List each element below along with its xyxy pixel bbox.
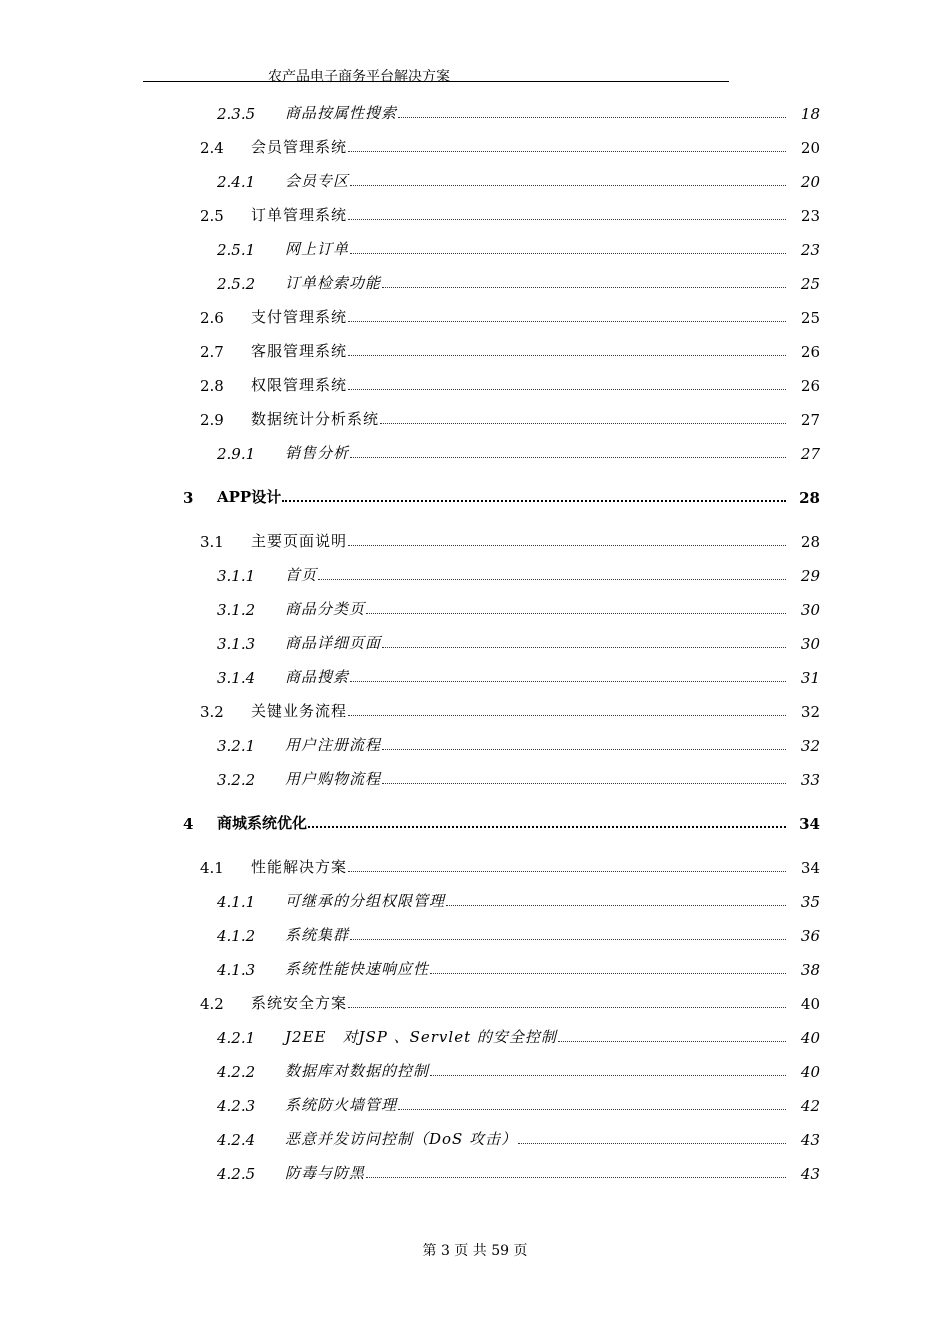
toc-entry-number: 3.1.3 bbox=[217, 635, 256, 653]
toc-dot-leader bbox=[348, 1007, 786, 1008]
toc-dot-leader bbox=[398, 117, 786, 118]
toc-entry-title: 会员管理系统 bbox=[251, 138, 348, 156]
toc-entry-page-number: 43 bbox=[800, 1165, 820, 1183]
toc-entry-4-1-2[interactable] bbox=[0, 921, 950, 945]
toc-dot-leader bbox=[318, 579, 786, 580]
toc-entry-3-2-2[interactable] bbox=[0, 765, 950, 789]
toc-entry-2-9-1[interactable] bbox=[0, 439, 950, 463]
toc-entry-number: 3.1.4 bbox=[217, 669, 256, 687]
toc-entry-page-number: 38 bbox=[800, 961, 820, 979]
toc-entry-title: 用户购物流程 bbox=[285, 770, 382, 788]
toc-dot-leader bbox=[350, 457, 786, 458]
toc-entry-number: 4.1.3 bbox=[217, 961, 256, 979]
toc-entry-page-number: 23 bbox=[800, 241, 820, 259]
toc-entry-title: 商城系统优化 bbox=[217, 814, 308, 832]
toc-entry-3[interactable] bbox=[0, 483, 950, 507]
toc-entry-4-1-1[interactable] bbox=[0, 887, 950, 911]
toc-entry-title: 系统安全方案 bbox=[251, 994, 348, 1012]
toc-entry-page-number: 30 bbox=[800, 635, 820, 653]
toc-entry-page-number: 29 bbox=[800, 567, 820, 585]
toc-entry-number: 2.6 bbox=[200, 309, 224, 327]
toc-entry-number: 3.2.2 bbox=[217, 771, 256, 789]
header-title: 农产品电子商务平台解决方案 bbox=[268, 69, 450, 85]
toc-entry-number: 4.2 bbox=[200, 995, 224, 1013]
toc-entry-page-number: 26 bbox=[800, 343, 820, 361]
toc-entry-number: 3.1.1 bbox=[217, 567, 256, 585]
toc-entry-number: 3 bbox=[183, 489, 194, 507]
toc-entry-number: 4.1.1 bbox=[217, 893, 256, 911]
toc-entry-page-number: 40 bbox=[800, 1029, 820, 1047]
toc-entry-number: 3.2 bbox=[200, 703, 224, 721]
toc-dot-leader bbox=[350, 253, 786, 254]
toc-dot-leader bbox=[308, 826, 786, 828]
toc-entry-title: 订单管理系统 bbox=[251, 206, 348, 224]
toc-dot-leader bbox=[348, 389, 786, 390]
toc-entry-2-4-1[interactable] bbox=[0, 167, 950, 191]
toc-dot-leader bbox=[348, 871, 786, 872]
toc-entry-page-number: 42 bbox=[800, 1097, 820, 1115]
toc-entry-page-number: 40 bbox=[800, 995, 820, 1013]
toc-entry-4[interactable] bbox=[0, 809, 950, 833]
toc-entry-title: 客服管理系统 bbox=[251, 342, 348, 360]
toc-entry-number: 2.7 bbox=[200, 343, 224, 361]
toc-entry-number: 2.3.5 bbox=[217, 105, 256, 123]
toc-entry-page-number: 20 bbox=[800, 173, 820, 191]
toc-entry-title: 系统集群 bbox=[285, 926, 350, 944]
toc-entry-number: 2.5 bbox=[200, 207, 224, 225]
toc-dot-leader bbox=[350, 185, 786, 186]
toc-entry-page-number: 40 bbox=[800, 1063, 820, 1081]
toc-entry-4-2-1[interactable] bbox=[0, 1023, 950, 1047]
toc-entry-number: 2.5.2 bbox=[217, 275, 256, 293]
toc-entry-page-number: 25 bbox=[800, 275, 820, 293]
toc-entry-number: 3.1.2 bbox=[217, 601, 256, 619]
toc-entry-4-2-4[interactable] bbox=[0, 1125, 950, 1149]
toc-dot-leader bbox=[430, 1075, 786, 1076]
toc-entry-number: 4.2.4 bbox=[217, 1131, 256, 1149]
toc-entry-3-1[interactable] bbox=[0, 527, 950, 551]
toc-dot-leader bbox=[350, 681, 786, 682]
toc-entry-page-number: 25 bbox=[800, 309, 820, 327]
toc-entry-page-number: 31 bbox=[800, 669, 820, 687]
toc-entry-3-2-1[interactable] bbox=[0, 731, 950, 755]
toc-entry-page-number: 34 bbox=[799, 815, 820, 833]
toc-entry-number: 4.2.1 bbox=[217, 1029, 256, 1047]
toc-dot-leader bbox=[348, 151, 786, 152]
toc-entry-title: 可继承的分组权限管理 bbox=[285, 892, 446, 910]
toc-entry-page-number: 32 bbox=[800, 703, 820, 721]
toc-entry-title: 商品按属性搜索 bbox=[285, 104, 398, 122]
toc-entry-title: 数据库对数据的控制 bbox=[285, 1062, 430, 1080]
toc-entry-title: 防毒与防黑 bbox=[285, 1164, 366, 1182]
toc-entry-number: 2.5.1 bbox=[217, 241, 256, 259]
toc-entry-title: 商品搜索 bbox=[285, 668, 350, 686]
toc-entry-3-1-3[interactable] bbox=[0, 629, 950, 653]
toc-entry-4-2-3[interactable] bbox=[0, 1091, 950, 1115]
toc-entry-number: 2.4.1 bbox=[217, 173, 256, 191]
toc-entry-page-number: 34 bbox=[800, 859, 820, 877]
toc-entry-number: 2.9 bbox=[200, 411, 224, 429]
toc-entry-2-4[interactable] bbox=[0, 133, 950, 157]
toc-dot-leader bbox=[558, 1041, 786, 1042]
toc-entry-title: 主要页面说明 bbox=[251, 532, 348, 550]
toc-dot-leader bbox=[382, 647, 786, 648]
toc-entry-3-1-2[interactable] bbox=[0, 595, 950, 619]
toc-dot-leader bbox=[366, 1177, 786, 1178]
toc-entry-title: 恶意并发访问控制（DoS 攻击） bbox=[285, 1130, 518, 1148]
toc-entry-number: 2.4 bbox=[200, 139, 224, 157]
toc-entry-page-number: 18 bbox=[800, 105, 820, 123]
toc-entry-page-number: 35 bbox=[800, 893, 820, 911]
toc-entry-title: 支付管理系统 bbox=[251, 308, 348, 326]
toc-entry-page-number: 30 bbox=[800, 601, 820, 619]
toc-entry-3-2[interactable] bbox=[0, 697, 950, 721]
toc-entry-page-number: 28 bbox=[800, 533, 820, 551]
toc-entry-page-number: 23 bbox=[800, 207, 820, 225]
toc-dot-leader bbox=[348, 321, 786, 322]
toc-entry-number: 2.9.1 bbox=[217, 445, 256, 463]
toc-entry-2-8[interactable] bbox=[0, 371, 950, 395]
toc-entry-title: 会员专区 bbox=[285, 172, 350, 190]
toc-entry-4-1[interactable] bbox=[0, 853, 950, 877]
toc-entry-2-5-2[interactable] bbox=[0, 269, 950, 293]
toc-entry-4-2[interactable] bbox=[0, 989, 950, 1013]
toc-entry-title: 销售分析 bbox=[285, 444, 350, 462]
toc-entry-number: 4.2.3 bbox=[217, 1097, 256, 1115]
toc-dot-leader bbox=[348, 715, 786, 716]
toc-dot-leader bbox=[382, 287, 786, 288]
toc-entry-title: 关键业务流程 bbox=[251, 702, 348, 720]
toc-dot-leader bbox=[348, 545, 786, 546]
toc-dot-leader bbox=[282, 500, 786, 502]
toc-entry-page-number: 32 bbox=[800, 737, 820, 755]
toc-entry-page-number: 20 bbox=[800, 139, 820, 157]
toc-entry-2-9[interactable] bbox=[0, 405, 950, 429]
toc-entry-title: 数据统计分析系统 bbox=[251, 410, 380, 428]
toc-entry-title: 商品分类页 bbox=[285, 600, 366, 618]
toc-entry-2-5-1[interactable] bbox=[0, 235, 950, 259]
toc-entry-title: 首页 bbox=[285, 566, 318, 584]
toc-entry-page-number: 28 bbox=[799, 489, 820, 507]
toc-dot-leader bbox=[382, 783, 786, 784]
toc-entry-title: 订单检索功能 bbox=[285, 274, 382, 292]
page-footer: 第 3 页 共 59 页 bbox=[422, 1243, 528, 1259]
toc-entry-title: 商品详细页面 bbox=[285, 634, 382, 652]
toc-entry-page-number: 43 bbox=[800, 1131, 820, 1149]
toc-dot-leader bbox=[518, 1143, 786, 1144]
toc-entry-number: 4.2.2 bbox=[217, 1063, 256, 1081]
toc-entry-title: J2EE 对JSP 、Servlet 的安全控制 bbox=[285, 1028, 557, 1046]
toc-dot-leader bbox=[348, 219, 786, 220]
toc-dot-leader bbox=[382, 749, 786, 750]
toc-entry-title: 网上订单 bbox=[285, 240, 350, 258]
toc-dot-leader bbox=[430, 973, 786, 974]
toc-entry-number: 3.2.1 bbox=[217, 737, 256, 755]
toc-entry-title: 权限管理系统 bbox=[251, 376, 348, 394]
toc-dot-leader bbox=[380, 423, 786, 424]
toc-entry-2-3-5[interactable] bbox=[0, 99, 950, 123]
toc-entry-page-number: 36 bbox=[800, 927, 820, 945]
toc-dot-leader bbox=[350, 939, 786, 940]
toc-entry-page-number: 27 bbox=[800, 411, 820, 429]
toc-entry-title: 用户注册流程 bbox=[285, 736, 382, 754]
toc-entry-number: 4.1 bbox=[200, 859, 224, 877]
header-rule bbox=[143, 81, 729, 82]
toc-entry-3-1-4[interactable] bbox=[0, 663, 950, 687]
toc-dot-leader bbox=[398, 1109, 786, 1110]
toc-entry-number: 3.1 bbox=[200, 533, 224, 551]
toc-entry-number: 4 bbox=[183, 815, 194, 833]
toc-dot-leader bbox=[446, 905, 786, 906]
toc-entry-title: 系统防火墙管理 bbox=[285, 1096, 398, 1114]
toc-entry-title: 性能解决方案 bbox=[251, 858, 348, 876]
toc-dot-leader bbox=[366, 613, 786, 614]
toc-entry-page-number: 27 bbox=[800, 445, 820, 463]
toc-entry-number: 4.2.5 bbox=[217, 1165, 256, 1183]
toc-entry-title: APP设计 bbox=[217, 488, 282, 506]
toc-dot-leader bbox=[348, 355, 786, 356]
toc-entry-page-number: 33 bbox=[800, 771, 820, 789]
toc-entry-2-5[interactable] bbox=[0, 201, 950, 225]
toc-entry-number: 2.8 bbox=[200, 377, 224, 395]
toc-entry-page-number: 26 bbox=[800, 377, 820, 395]
toc-entry-4-2-2[interactable] bbox=[0, 1057, 950, 1081]
toc-entry-title: 系统性能快速响应性 bbox=[285, 960, 430, 978]
toc-entry-2-6[interactable] bbox=[0, 303, 950, 327]
toc-entry-2-7[interactable] bbox=[0, 337, 950, 361]
toc-entry-number: 4.1.2 bbox=[217, 927, 256, 945]
toc-entry-4-2-5[interactable] bbox=[0, 1159, 950, 1183]
toc-entry-4-1-3[interactable] bbox=[0, 955, 950, 979]
toc-entry-3-1-1[interactable] bbox=[0, 561, 950, 585]
